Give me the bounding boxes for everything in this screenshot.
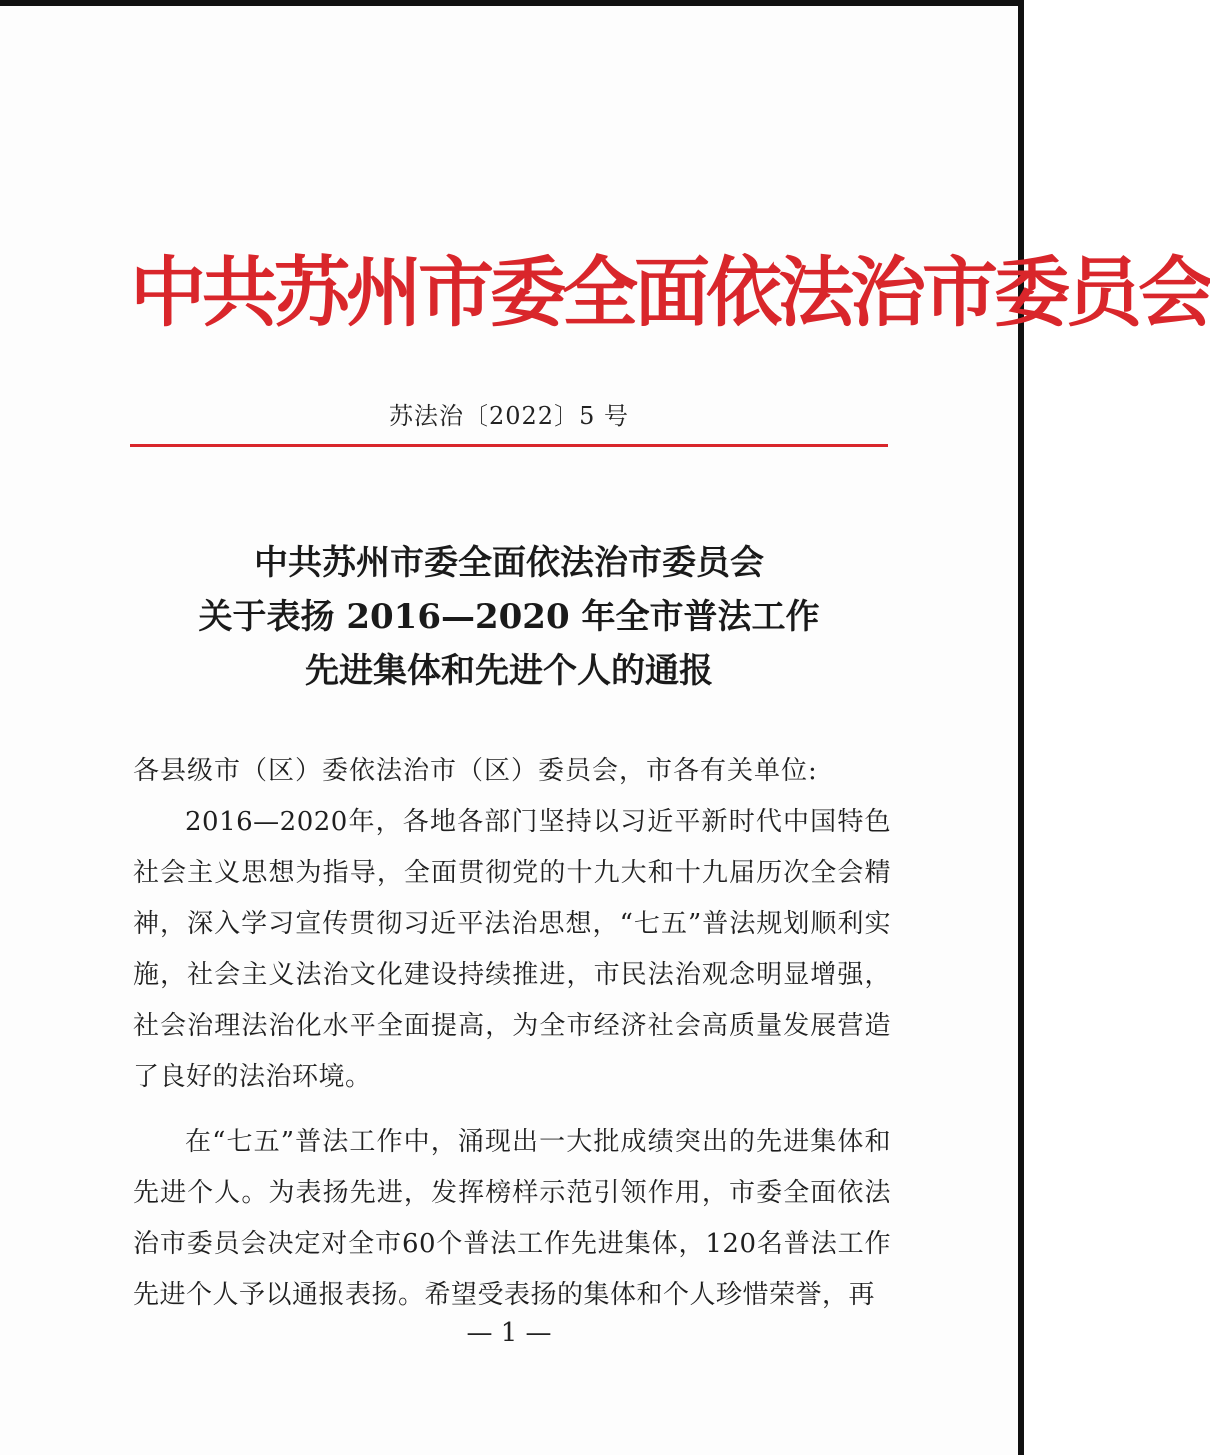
document-number: 苏法治〔2022〕5 号 xyxy=(389,402,629,430)
document-title xyxy=(130,536,888,698)
title-line-1: 中共苏州市委全面依法治市委员会 xyxy=(254,543,764,583)
salutation: 各县级市（区）委依法治市（区）委员会，市各有关单位: xyxy=(133,756,818,786)
page-number: — 1 — xyxy=(466,1318,552,1348)
body-paragraph-2: 在“七五”普法工作中，涌现出一大批成绩突出的先进集体和先进个人。为表扬先进，发挥榜样示范引领作用，市委全面依法治市委员会决定对全市60个普法工作先进集体，120名普法工作先进个人予以通报表扬。希望受表扬的集体和个人珍惜荣誉，再 xyxy=(133,1127,891,1310)
issuing-organization-header: 中共苏州市委全面依法治市委员会 xyxy=(130,248,1210,337)
document-body xyxy=(133,746,891,1321)
title-line-2: 关于表扬 2016—2020 年全市普法工作 xyxy=(198,597,820,637)
body-paragraph-1: 2016—2020年，各地各部门坚持以习近平新时代中国特色社会主义思想为指导，全面贯彻党的十九大和十九届历次全会精神，深入学习宣传贯彻习近平法治思想，“七五”普法规划顺利实施，社会主义法治文化建设持续推进，市民法治观念明显增强，社会治理法治化水平全面提高，为全市经济社会高质量发展营造了良好的法治环境。 xyxy=(133,807,891,1092)
red-divider-line xyxy=(130,444,888,447)
title-line-3: 先进集体和先进个人的通报 xyxy=(305,651,713,691)
